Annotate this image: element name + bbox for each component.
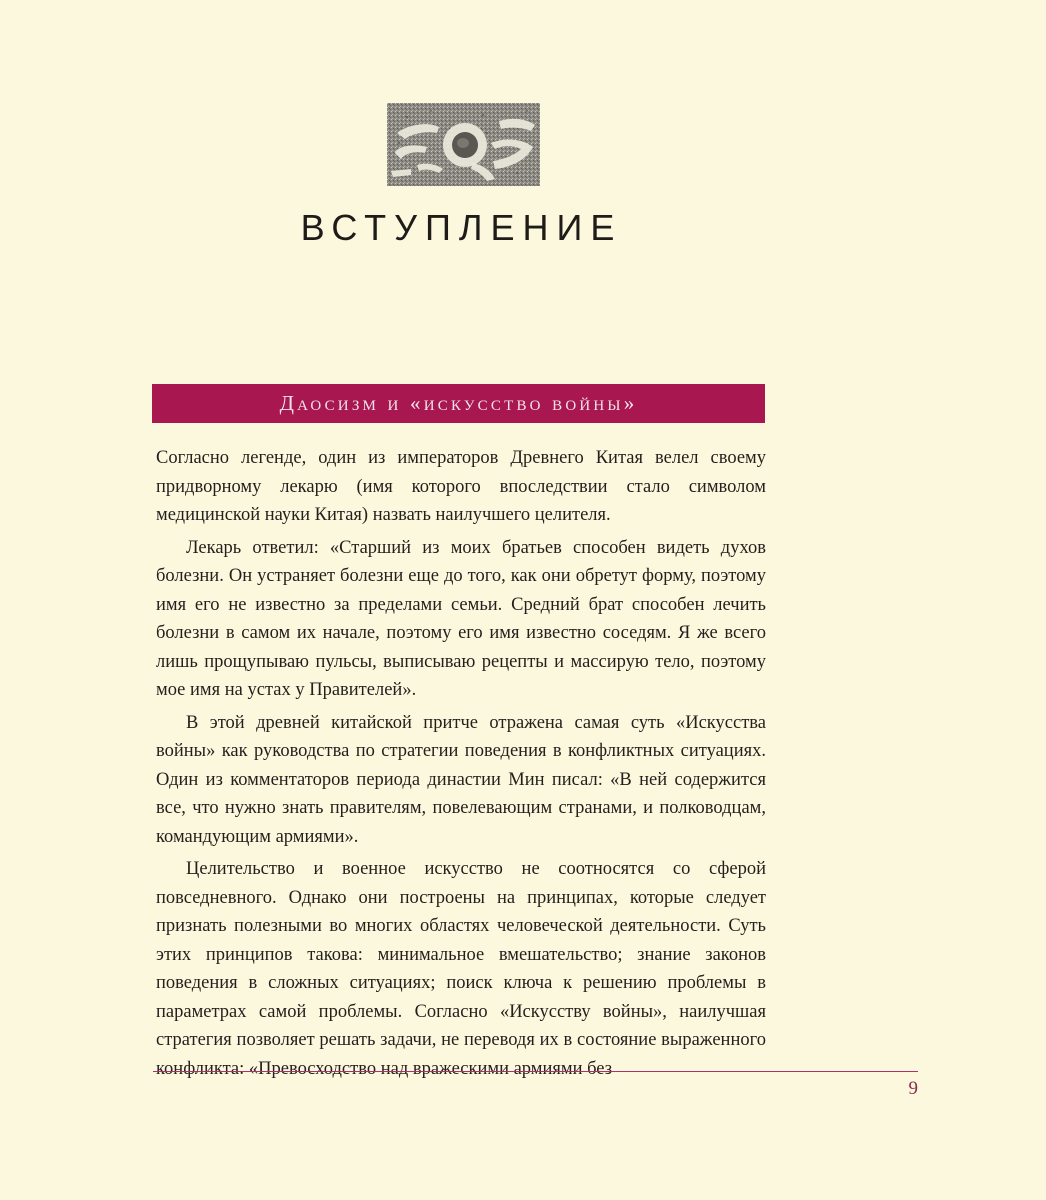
- paragraph-4: Целительство и военное искусство не соотносятся со сферой повседневного. Однако они построены на принципах, которые следует признать полезными во многих областях человеческой деятельности. Суть этих принципов такова: минимальное вмешательство; знание законов поведения в сложных ситуациях; поиск ключа к решению проблемы в параметрах самой проблемы. Согласно «Искусству войны», наилучшая стратегия позволяет решать задачи, не переводя их в состояние выраженного конфликта: «Превосходство над вражескими армиями без: [156, 859, 766, 1079]
- paragraph-2: Лекарь ответил: «Старший из моих братьев способен видеть духов болезни. Он устраняет болезни еще до того, как они обретут форму, поэтому имя его не известно за пределами семьи. Средний брат способен лечить болезни в самом их начале, поэтому его имя известно соседям. Я же всего лишь прощупываю пульсы, выписываю рецепты и массирую тело, поэтому мое имя на устах у Правителей».: [156, 537, 766, 700]
- chapter-title: ВСТУПЛЕНИЕ: [300, 207, 623, 248]
- section-banner: [152, 384, 765, 423]
- section-title: Даосизм и «искусство войны»: [279, 391, 638, 415]
- stamp-emblem-icon: [387, 103, 540, 186]
- body-text: [156, 444, 766, 1087]
- paragraph-1: Согласно легенде, один из императоров Древнего Китая велел своему придворному лекарю (имя которого впоследствии стало символом медицинской науки Китая) назвать наилучшего целителя.: [156, 448, 766, 525]
- page-number: 9: [908, 1078, 918, 1099]
- paragraph-3: В этой древней китайской притче отражена самая суть «Искусства войны» как руководства по стратегии поведения в конфликтных ситуациях. Один из комментаторов периода династии Мин писал: «В ней содержится все, что нужно знать правителям, повелевающим странами, и полководцам, командующим армиями».: [156, 712, 766, 847]
- footer-rule: [153, 1071, 918, 1072]
